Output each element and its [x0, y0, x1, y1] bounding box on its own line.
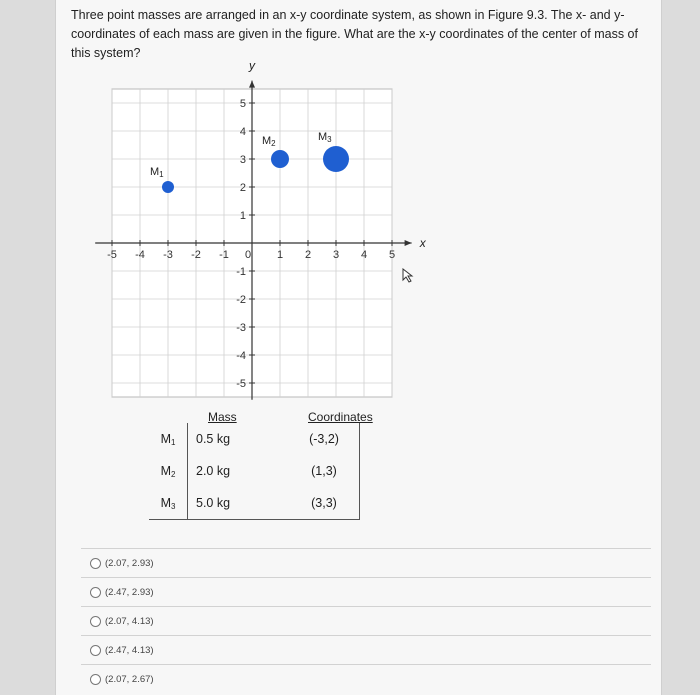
y-tick-label: -3 — [236, 322, 246, 334]
y-tick-label: -4 — [236, 350, 246, 362]
x-tick-label: -4 — [135, 249, 145, 261]
x-tick-label: 1 — [276, 249, 284, 261]
y-tick-label: -1 — [236, 266, 246, 278]
coordinate-figure — [56, 0, 661, 420]
option-label: (2.07, 2.93) — [105, 557, 154, 569]
coordinates-header: Coordinates — [308, 410, 373, 424]
coord-value: (1,3) — [289, 455, 360, 487]
question-text: Three point masses are arranged in an x-y coordinate system, as shown in Figure 9.3. The x- and y-coordinates of each mass are given in the figure. What are the x-y coordinates of the center of mass of this system? — [71, 8, 638, 60]
mass-label: $M_1$ — [149, 423, 188, 455]
option-label: (2.07, 2.67) — [105, 673, 154, 685]
answer-option[interactable] — [81, 664, 651, 693]
radio-button[interactable] — [90, 558, 101, 569]
mass-header: Mass — [208, 410, 237, 424]
table-row — [149, 423, 360, 455]
y-tick-label: -5 — [236, 378, 246, 390]
mass-point-label: M3 — [318, 131, 332, 144]
x-tick-label: -3 — [163, 249, 173, 261]
mass-label: $M_3$ — [149, 487, 188, 520]
answer-option[interactable] — [81, 635, 651, 664]
mass-point — [271, 150, 289, 168]
x-axis-arrow — [405, 240, 412, 246]
coord-value: (-3,2) — [289, 423, 360, 455]
option-label: (2.07, 4.13) — [105, 615, 154, 627]
y-tick-label: 2 — [239, 182, 246, 194]
y-axis-label: y — [249, 58, 255, 73]
answer-option[interactable] — [81, 548, 651, 577]
x-tick-label: -5 — [107, 249, 117, 261]
answer-option[interactable] — [81, 606, 651, 635]
option-label: (2.47, 2.93) — [105, 586, 154, 598]
radio-button[interactable] — [90, 616, 101, 627]
mass-table — [149, 423, 360, 520]
mouse-cursor-icon — [401, 268, 415, 284]
x-tick-label: 2 — [304, 249, 312, 261]
x-tick-label: -2 — [191, 249, 201, 261]
y-tick-label: -2 — [236, 294, 246, 306]
x-tick-label: 5 — [388, 249, 396, 261]
answer-options — [81, 548, 651, 693]
mass-point-label: M2 — [262, 135, 276, 148]
x-tick-label: 3 — [332, 249, 340, 261]
radio-button[interactable] — [90, 587, 101, 598]
y-tick-label: 5 — [239, 98, 246, 110]
mass-point — [162, 181, 174, 193]
coord-value: (3,3) — [289, 487, 360, 520]
mass-value: 5.0 kg — [188, 487, 290, 520]
y-tick-label: 1 — [239, 210, 246, 222]
radio-button[interactable] — [90, 645, 101, 656]
question-card — [55, 0, 662, 695]
answer-option[interactable] — [81, 577, 651, 606]
y-axis-arrow — [249, 81, 255, 88]
option-label: (2.47, 4.13) — [105, 644, 154, 656]
mass-label: $M_2$ — [149, 455, 188, 487]
x-tick-label: 0 — [244, 249, 252, 261]
y-tick-label: 3 — [239, 154, 246, 166]
x-tick-label: 4 — [360, 249, 368, 261]
mass-value: 2.0 kg — [196, 464, 231, 478]
table-row — [149, 455, 360, 487]
y-tick-label: 4 — [239, 126, 246, 138]
x-axis-label: x — [419, 236, 426, 250]
radio-button[interactable] — [90, 674, 101, 685]
mass-value: 0.5 kg — [196, 432, 231, 446]
mass-point-label: M1 — [150, 166, 164, 179]
x-tick-label: -1 — [219, 249, 229, 261]
mass-point — [323, 146, 349, 172]
table-row — [149, 487, 360, 520]
